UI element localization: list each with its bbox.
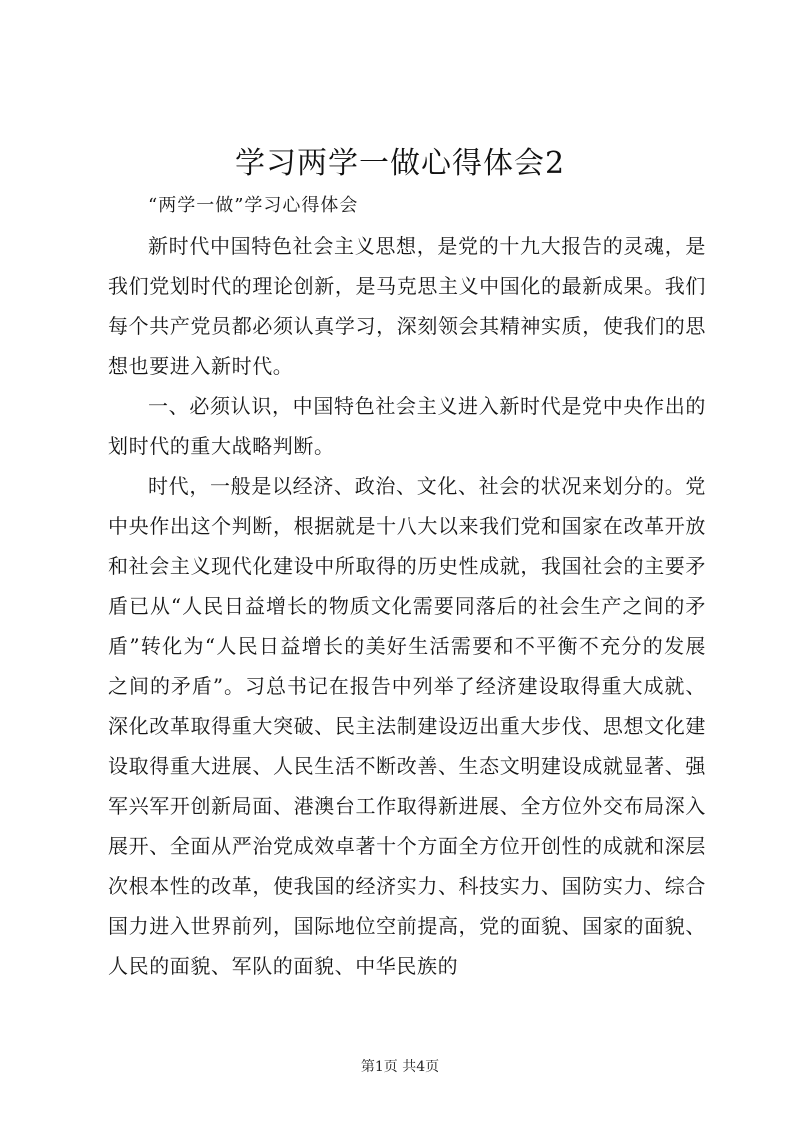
paragraph-intro: 新时代中国特色社会主义思想，是党的十九大报告的灵魂，是我们党划时代的理论创新，是马克思主义中国化的最新成果。我们每个共产党员都必须认真学习，深刻领会其精神实质，使我们的思想也要进入新时代。 xyxy=(108,234,706,378)
paragraph-subtitle: “两学一做”学习心得体会 xyxy=(148,195,359,216)
document-title: 学习两学一做心得体会2 xyxy=(234,146,566,181)
paragraph-body: 时代，一般是以经济、政治、文化、社会的状况来划分的。党中央作出这个判断，根据就是十八大以来我们党和国家在改革开放和社会主义现代化建设中所取得的历史性成就，我国社会的主要矛盾已从“人民日益增长的物质文化需要同落后的社会生产之间的矛盾”转化为“人民日益增长的美好生活需要和不平衡不充分的发展之间的矛盾”。习总书记在报告中列举了经济建设取得重大成就、深化改革取得重大突破、民主法制建设迈出重大步伐、思想文化建设取得重大进展、人民生活不断改善、生态文明建设成就显著、强军兴军开创新局面、港澳台工作取得新进展、全方位外交布局深入展开、全面从严治党成效卓著十个方面全方位开创性的成就和深层次根本性的改革，使我国的经济实力、科技实力、国防实力、综合国力进入世界前列，国际地位空前提高，党的面貌、国家的面貌、人民的面貌、军队的面貌、中华民族的 xyxy=(108,474,706,978)
paragraph-section-heading: 一、必须认识，中国特色社会主义进入新时代是党中央作出的划时代的重大战略判断。 xyxy=(108,394,706,458)
document-body xyxy=(108,186,706,986)
page-footer: 第1页 共4页 xyxy=(360,1059,440,1075)
